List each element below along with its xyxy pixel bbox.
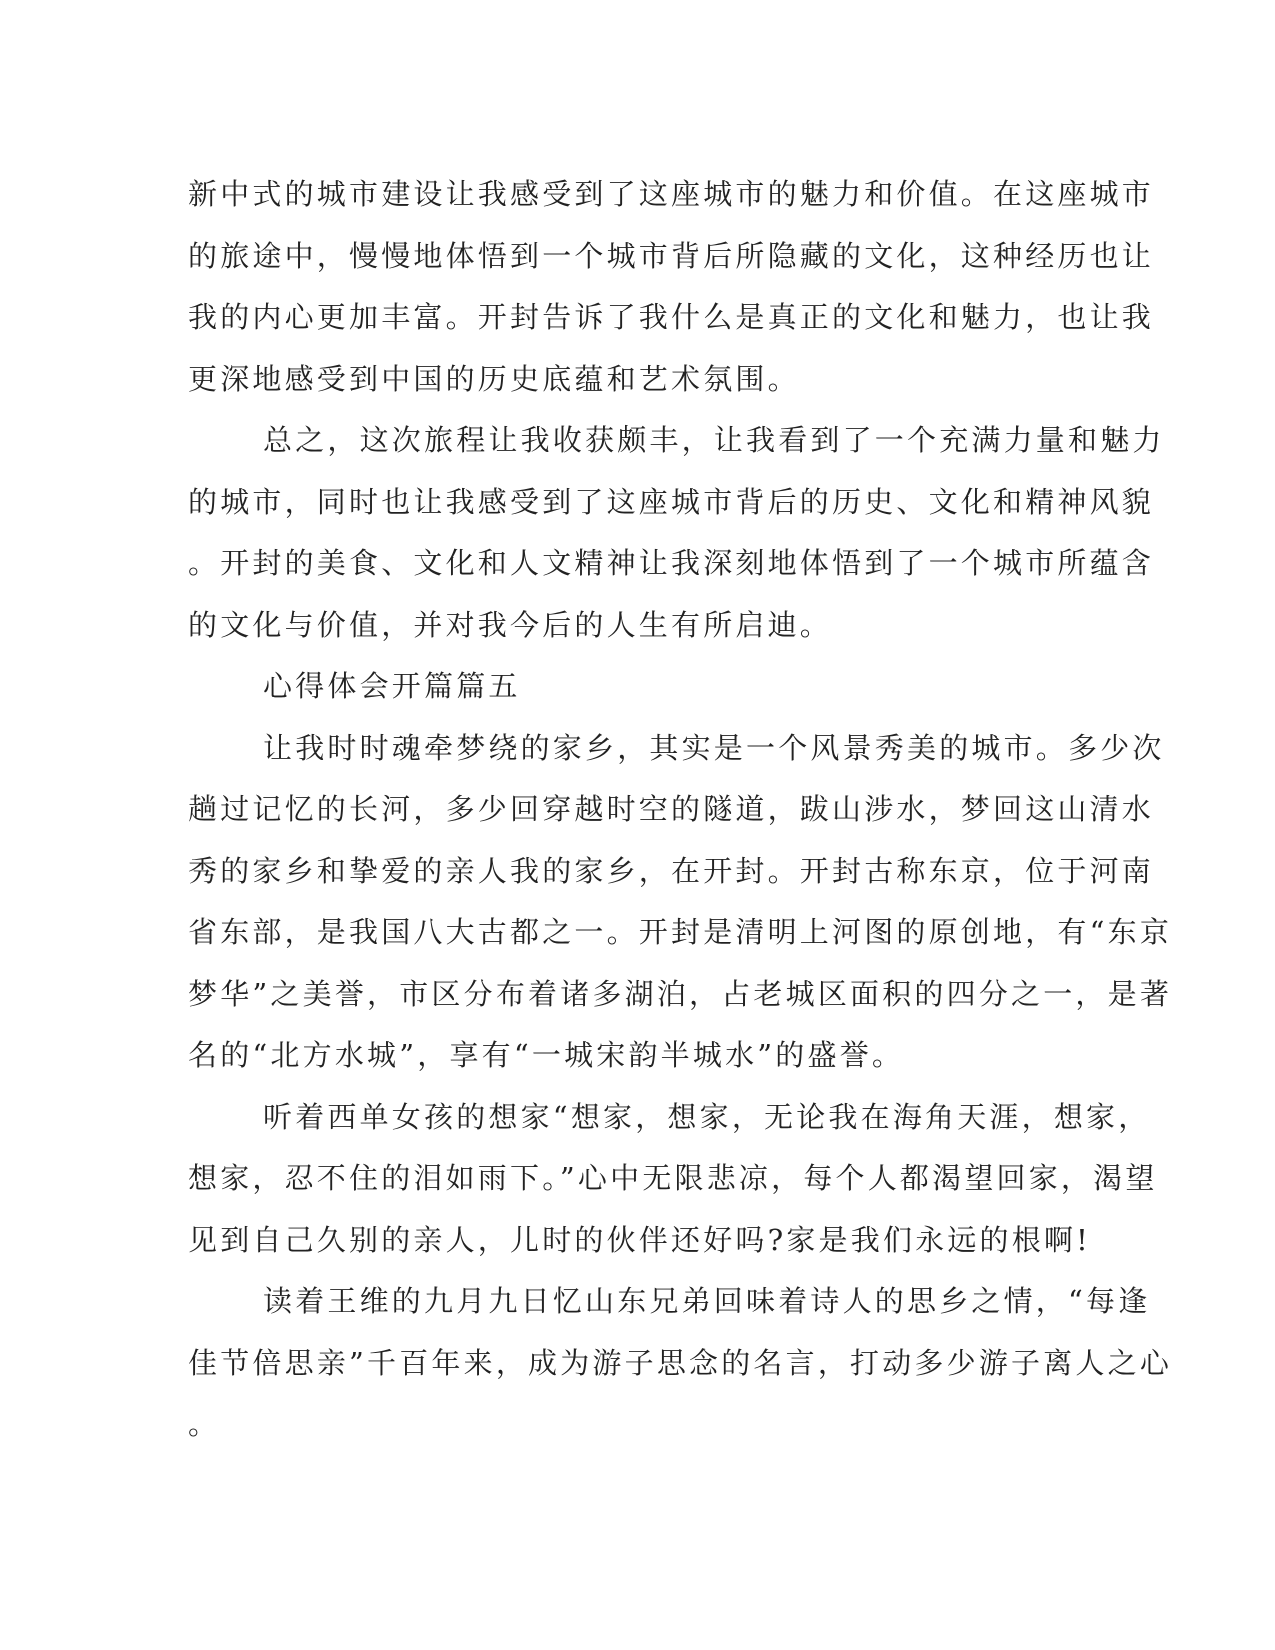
paragraph-first-line: 总之，这次旅程让我收获颇丰，让我看到了一个充满力量和魅力 [263,423,1165,457]
document-body [188,164,1173,1456]
paragraph-first-line: 读着王维的九月九日忆山东兄弟回味着诗人的思乡之情，“每逢 [263,1284,1151,1318]
text-line: 秀的家乡和挚爱的亲人我的家乡，在开封。开封古称东京，位于河南 [188,853,1155,888]
text-line: 梦华”之美誉，市区分布着诸多湖泊，占老城区面积的四分之一，是著 [188,976,1173,1011]
text-line: 的旅途中，慢慢地体悟到一个城市背后所隐藏的文化，这种经历也让 [188,238,1155,273]
paragraph-first-line: 让我时时魂牵梦绕的家乡，其实是一个风景秀美的城市。多少次 [263,730,1165,765]
text-line: 。开封的美食、文化和人文精神让我深刻地体悟到了一个城市所蕴含 [188,546,1155,580]
text-line: 佳节倍思亲”千百年来，成为游子思念的名言，打动多少游子离人之心 [188,1345,1173,1380]
text-line: 想家，忍不住的泪如雨下。”心中无限悲凉，每个人都渴望回家，渴望 [188,1161,1158,1195]
text-line: 名的“北方水城”，享有“一城宋韵半城水”的盛誉。 [188,1038,905,1072]
text-line: 新中式的城市建设让我感受到了这座城市的魅力和价值。在这座城市 [188,177,1155,211]
section-heading: 心得体会开篇篇五 [263,669,521,703]
text-line: 见到自己久别的亲人，儿时的伙伴还好吗?家是我们永远的根啊! [188,1222,1092,1257]
text-line: 更深地感受到中国的历史底蕴和艺术氛围。 [188,361,800,396]
text-line: 的文化与价值，并对我今后的人生有所启迪。 [188,607,833,642]
text-line: 我的内心更加丰富。开封告诉了我什么是真正的文化和魅力，也让我 [188,300,1155,334]
text-line: 趟过记忆的长河，多少回穿越时空的隧道，跋山涉水，梦回这山清水 [188,792,1155,826]
text-line: 省东部，是我国八大古都之一。开封是清明上河图的原创地，有“东京 [188,915,1173,949]
text-line: 的城市，同时也让我感受到了这座城市背后的历史、文化和精神风貌 [188,484,1155,519]
paragraph-first-line: 听着西单女孩的想家“想家，想家，无论我在海角天涯，想家， [263,1099,1151,1134]
text-line: 。 [188,1407,221,1441]
